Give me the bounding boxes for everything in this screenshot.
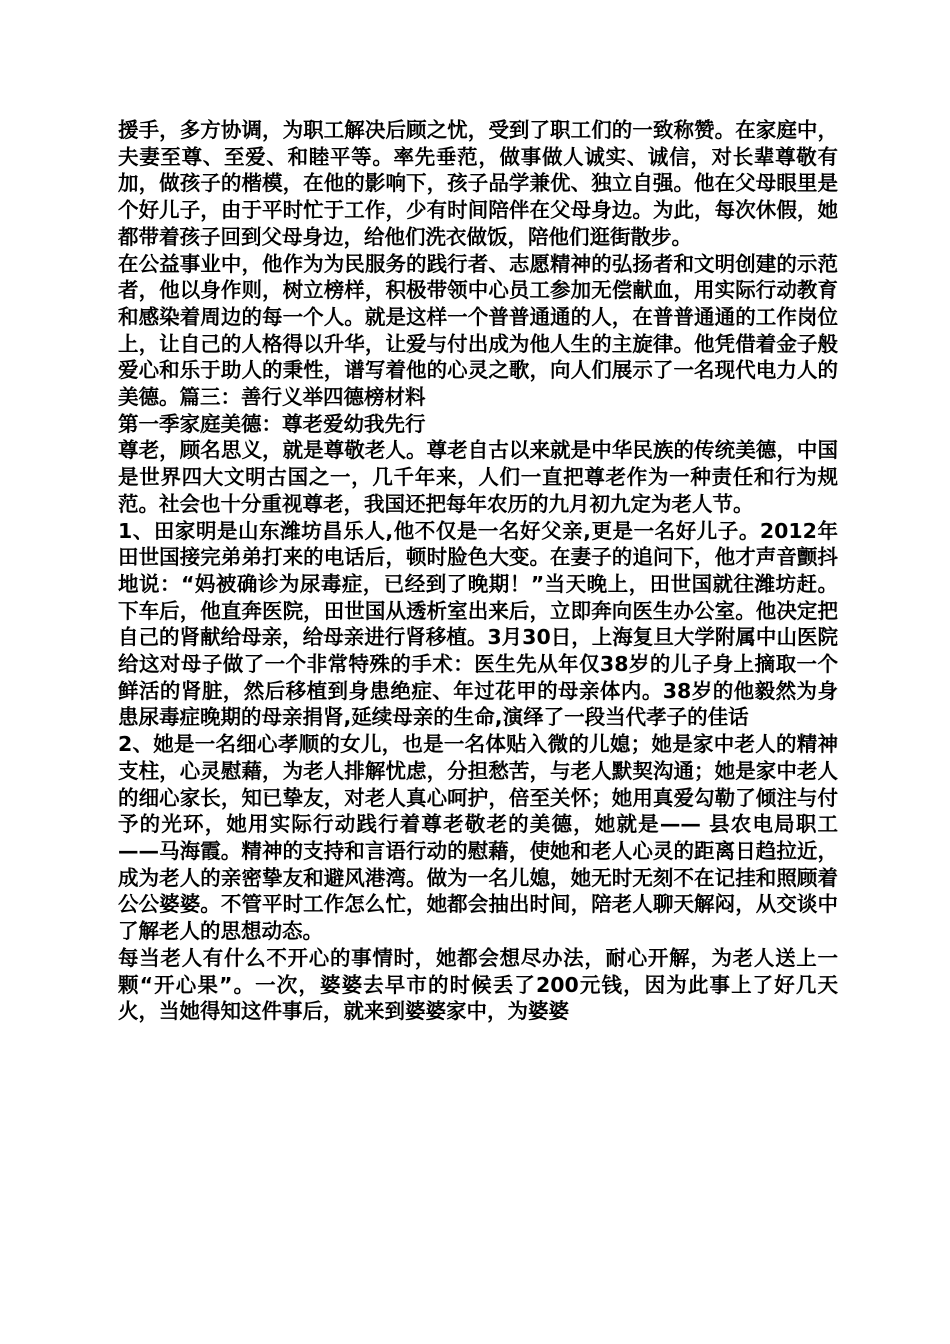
paragraph-story-2: 2、她是一名细心孝顺的女儿，也是一名体贴入微的儿媳；她是家中老人的精神支柱，心灵慰藉，为老人排解忧虑，分担愁苦，与老人默契沟通；她是家中老人的细心家长，知已挚友，对老人真心呵护，倍至关怀；她用真爱勾勒了倾注与付予的光环，她用实际行动践行着尊老敬老的美德，她就是—— 县农电局职工——马海霞。精神的支持和言语行动的慰藉，使她和老人心灵的距离日趋拉近，成为老人的亲密挚友和避风港湾。做为一名儿媳，她无时无刻不在记挂和照顾着公公婆婆。不管平时工作怎么忙，她都会抽出时间，陪老人聊天解闷，从交谈中了解老人的思想动态。 [118,732,838,944]
paragraph-respect-elders: 尊老，顾名思义，就是尊敬老人。尊老自古以来就是中华民族的传统美德，中国是世界四大文明古国之一，几千年来，人们一直把尊老作为一种责任和行为规范。社会也十分重视尊老，我国还把每年农历的九月初九定为老人节。 [118,438,838,516]
paragraph-story-1: 1、田家明是山东潍坊昌乐人,他不仅是一名好父亲,更是一名好儿子。2012年田世国接完弟弟打来的电话后，顿时脸色大变。在妻子的追问下，他才声音颤抖地说：“妈被确诊为尿毒症，已经到了晚期！”当天晚上，田世国就往潍坊赶。下车后，他直奔医院，田世国从透析室出来后，立即奔向医生办公室。他决定把自己的肾献给母亲，给母亲进行肾移植。3月30日，上海复旦大学附属中山医院给这对母子做了一个非常特殊的手术：医生先从年仅38岁的儿子身上摘取一个鲜活的肾脏，然后移植到身患绝症、年过花甲的母亲体内。38岁的他毅然为身患尿毒症晚期的母亲捐肾,延续母亲的生命,演绎了一段当代孝子的佳话 [118,518,838,730]
paragraph-public-service: 在公益事业中，他作为为民服务的践行者、志愿精神的弘扬者和文明创建的示范者，他以身作则，树立榜样，积极带领中心员工参加无偿献血，用实际行动教育和感染着周边的每一个人。就是这样一个普普通通的人，在普普通通的工作岗位上，让自己的人格得以升华，让爱与付出成为他人生的主旋律。他凭借着金子般爱心和乐于助人的秉性，谱写着他的心灵之歌，向人们展示了一名现代电力人的美德。篇三：善行义举四德榜材料 [118,251,838,410]
paragraph-story-2-continued: 每当老人有什么不开心的事情时，她都会想尽办法，耐心开解，为老人送上一颗“开心果”。一次，婆婆去早市的时候丢了200元钱，因为此事上了好几天火，当她得知这件事后，就来到婆婆家中，为婆婆 [118,945,838,1024]
section-heading-family-virtue: 第一季家庭美德：尊老爱幼我先行 [118,411,426,436]
paragraph-family-care: 援手，多方协调，为职工解决后顾之忧，受到了职工们的一致称赞。在家庭中，夫妻至尊、至爱、和睦平等。率先垂范，做事做人诚实、诚信，对长辈尊敬有加，做孩子的楷模，在他的影响下，孩子品学兼优、独立自强。他在父母眼里是个好儿子，由于平时忙于工作，少有时间陪伴在父母身边。为此，每次休假，她都带着孩子回到父母身边，给他们洗衣做饭，陪他们逛街散步。 [118,118,838,249]
document-page [118,117,838,1025]
